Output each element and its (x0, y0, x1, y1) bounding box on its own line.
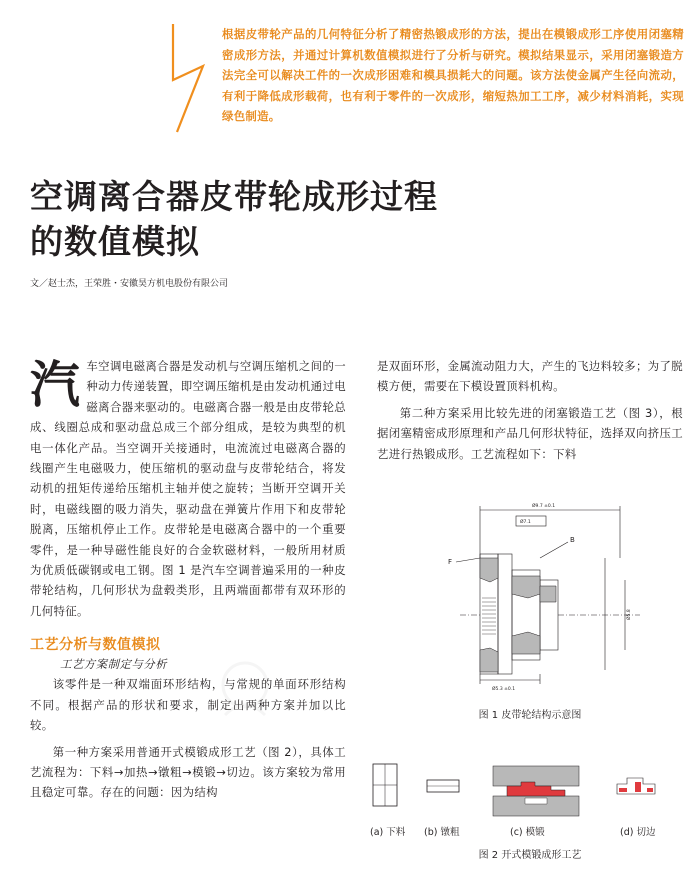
decorative-bracket (155, 22, 215, 134)
fig1-dim-right: Ø5.8 (627, 609, 632, 620)
fig2-label-c: (c) 模锻 (510, 827, 545, 838)
figure-2-caption: 图 2 开式模锻成形工艺 (478, 850, 582, 861)
intro-text: 车空调电磁离合器是发动机与空调压缩机之间的一种动力传递装置，即空调压缩机是由发动机通过电磁离合器来驱动的。电磁离合器一般是由皮带轮总成、线圈总成和驱动盘总成三个部分组成，是较为典型的机电一体化产品。当空调开关接通时，电流流过电磁离合器的线圈产生电磁吸力，使压缩机的驱动盘与皮带轮结合，将发动机的扭矩传递给压缩机主轴并使之旋转；当断开空调开关时，电磁线圈的吸力消失，驱动盘在弹簧片作用下和皮带轮脱离，压缩机停止工作。皮带轮是电磁离合器中的一个重要零件，是一种导磁性能良好的合金软磁材料，一般所用材质为优质低碳钢或电工钢。图 1 是汽车空调普遍采用的一种皮带轮结构，几何形状为盘毂类形，且两端面都带有双环形的几何特征。 (30, 359, 346, 618)
fig1-dim-top: Ø9.7 ±0.1 (532, 504, 556, 509)
subheading: 工艺方案制定与分析 (60, 657, 168, 672)
fig1-dim-bottom: Ø5.3 ±0.1 (492, 687, 516, 692)
figure-1-caption: 图 1 皮带轮结构示意图 (478, 710, 582, 721)
abstract: 根据皮带轮产品的几何特征分析了精密热锻成形的方法，提出在模锻成形工序使用闭塞精密成形方法，并通过计算机数值模拟进行了分析与研究。模拟结果显示，采用闭塞锻造方法完全可以解决工件的一次成形困难和模具损耗大的问题。该方法使金属产生径向流动，有利于降低成形载荷，也有利于零件的一次成形，缩短热加工工序，减少材料消耗，实现绿色制造。 (222, 27, 684, 124)
figure-1-drawing (420, 498, 656, 694)
left-column (30, 356, 346, 803)
article-title (30, 174, 650, 264)
right-column (377, 356, 683, 464)
fig2-label-a: (a) 下料 (370, 827, 406, 838)
title-line-2: 的数值模拟 (30, 222, 200, 261)
watermark-graphic (215, 655, 275, 725)
intro-paragraph (30, 356, 346, 621)
byline: 文／赵士杰，王荣胜・安徽昊方机电股份有限公司 (30, 279, 229, 289)
paragraph-scheme-two: 第二种方案采用比较先进的闭塞锻造工艺（图 3），根据闭塞精密成形原理和产品几何形状特征，选择双向挤压工艺进行热锻成形。工艺流程如下：下料 (377, 405, 683, 461)
fig1-label-f: F (448, 558, 453, 566)
section-heading: 工艺分析与数值模拟 (30, 637, 161, 654)
paragraph-continued: 是双面环形，金属流动阻力大，产生的飞边料较多；为了脱模方便，需要在下模设置顶料机构。 (377, 359, 683, 394)
paragraph-scheme-one: 第一种方案采用普通开式模锻成形工艺（图 2），具体工艺流程为：下料→加热→镦粗→模锻→切边。该方案较为常用且稳定可靠。存在的问题：因为结构 (30, 744, 346, 800)
fig1-label-b: B (570, 536, 575, 544)
fig2-label-d: (d) 切边 (620, 827, 656, 838)
paragraph-scheme-intro: 该零件是一种双端面环形结构，与常规的单面环形结构不同。根据产品的形状和要求，制定出两种方案并加以比较。 (30, 677, 346, 733)
fig2-label-b: (b) 镦粗 (424, 827, 460, 838)
figure-2-drawing (365, 762, 685, 832)
title-line-1: 空调离合器皮带轮成形过程 (30, 177, 438, 216)
drop-cap: 汽 (30, 355, 81, 414)
fig1-dim-box: Ø7.1 (520, 520, 531, 525)
